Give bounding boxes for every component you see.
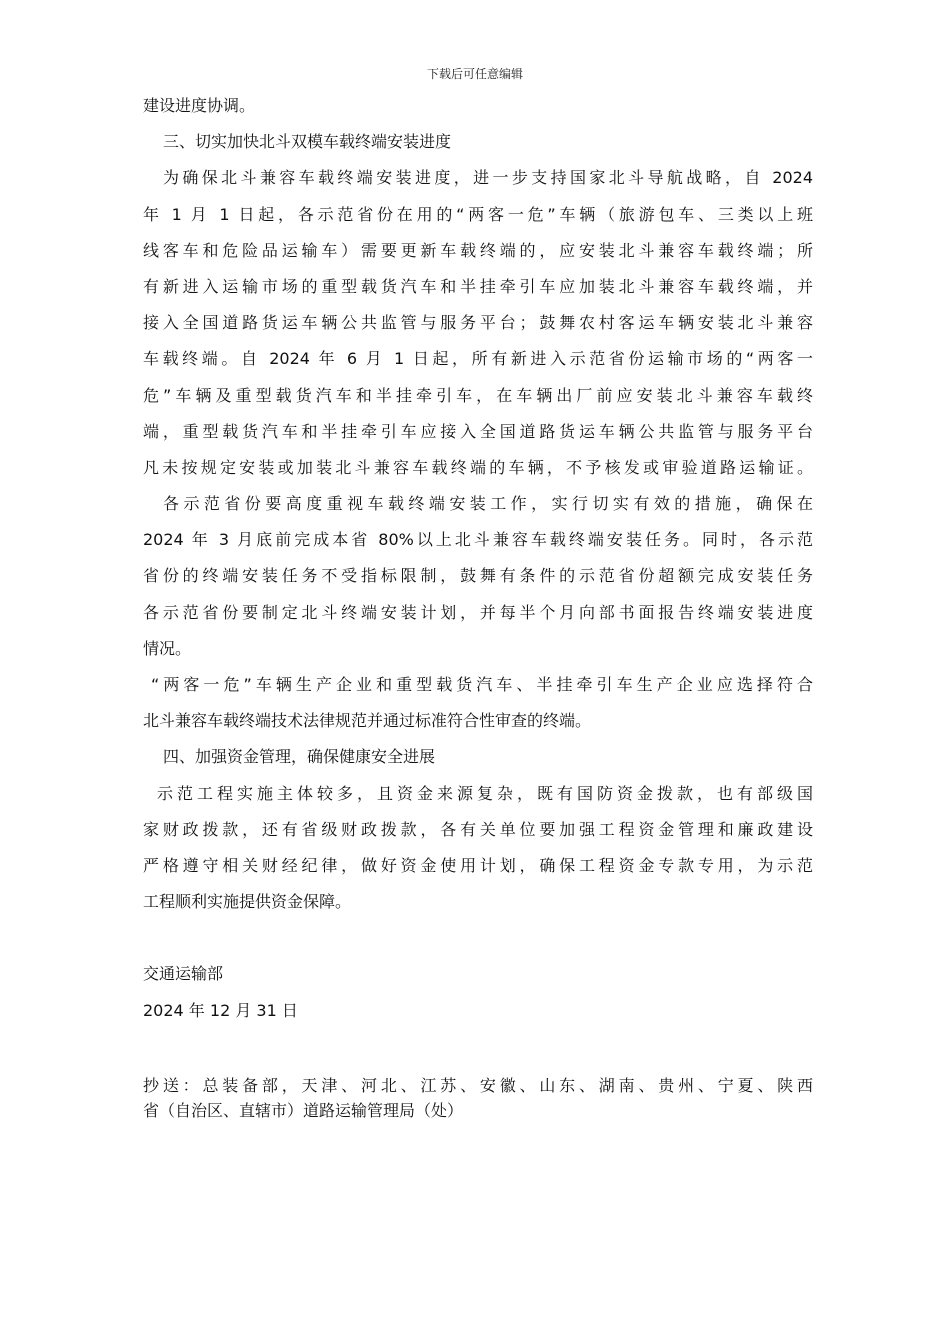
text-line: 工程顺利实施提供资金保障。 <box>143 892 352 912</box>
section-heading-4: 四、加强资金管理，确保健康安全进展 <box>163 747 436 767</box>
section-heading-3: 三、切实加快北斗双模车载终端安装进度 <box>163 132 452 152</box>
document-body <box>143 88 813 1123</box>
text-line: 严格遵守相关财经纪律，做好资金使用计划，确保工程资金专款专用，为示范 <box>143 855 813 875</box>
text-line: 示范工程实施主体较多，且资金来源复杂，既有国防资金拨款，也有部级国 <box>157 783 813 803</box>
text-line: 有新进入运输市场的重型载货汽车和半挂牵引车应加装北斗兼容车载终端，并 <box>143 276 813 296</box>
text-line: 建设进度协调。 <box>143 96 256 115</box>
spacer <box>143 920 813 956</box>
text-line: 情况。 <box>143 638 192 658</box>
cc-line: 省（自治区、直辖市）道路运输管理局（处） <box>143 1100 464 1120</box>
cc-line: 抄送：总装备部，天津、河北、江苏、安徽、山东、湖南、贵州、宁夏、陕西 <box>143 1075 813 1095</box>
text-line: “两客一危”车辆生产企业和重型载货汽车、半挂牵引车生产企业应选择符合 <box>151 675 813 694</box>
text-line: 各示范省份要高度重视车载终端安装工作，实行切实有效的措施，确保在 <box>163 494 813 514</box>
text-line: 各示范省份要制定北斗终端安装计划，并每半个月向部书面报告终端安装进度 <box>143 602 813 622</box>
text-line: 为确保北斗兼容车载终端安装进度，进一步支持国家北斗导航战略，自 2024 <box>163 168 813 188</box>
signature-org: 交通运输部 <box>143 964 224 984</box>
text-line: 2024 年 3 月底前完成本省 80%以上北斗兼容车载终端安装任务。同时，各示范 <box>143 530 813 550</box>
text-line: 北斗兼容车载终端技术法律规范并通过标准符合性审查的终端。 <box>143 711 592 731</box>
text-line: 凡未按规定安装或加装北斗兼容车载终端的车辆，不予核发或审验道路运输证。 <box>143 457 813 477</box>
text-line: 车载终端。自 2024 年 6 月 1 日起，所有新进入示范省份运输市场的“两客一 <box>143 349 813 369</box>
text-line: 家财政拨款，还有省级财政拨款，各有关单位要加强工程资金管理和廉政建设 <box>143 819 813 839</box>
text-line: 端，重型载货汽车和半挂牵引车应接入全国道路货运车辆公共监管与服务平台 <box>143 421 813 441</box>
text-line: 危”车辆及重型载货汽车和半挂牵引车，在车辆出厂前应安装北斗兼容车载终 <box>143 385 813 405</box>
download-note: 下载后可任意编辑 <box>426 67 523 81</box>
signature-date: 2024 年 12 月 31 日 <box>143 1000 298 1020</box>
text-line: 接入全国道路货运车辆公共监管与服务平台；鼓舞农村客运车辆安装北斗兼容 <box>143 313 813 333</box>
text-line: 线客车和危险品运输车）需要更新车载终端的，应安装北斗兼容车载终端；所 <box>143 240 813 260</box>
text-line: 省份的终端安装任务不受指标限制，鼓舞有条件的示范省份超额完成安装任务 <box>143 566 813 586</box>
cc-block <box>143 1073 813 1123</box>
text-line: 年 1 月 1 日起，各示范省份在用的“两客一危”车辆（旅游包车、三类以上班 <box>143 204 813 224</box>
spacer <box>143 1029 813 1073</box>
